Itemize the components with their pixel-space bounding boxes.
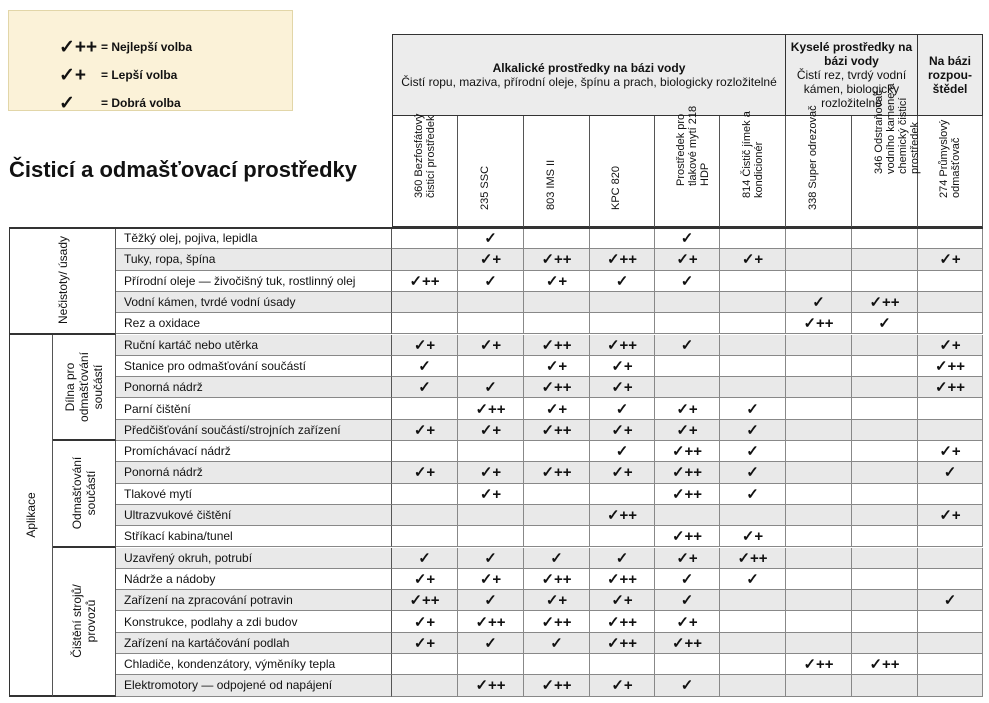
group-alkaline-subtitle: Čistí ropu, maziva, přírodní oleje, špínu a prach, biologicky rozložitelné (401, 75, 777, 89)
page-title: Čisticí a odmašťovací prostředky (9, 157, 358, 182)
rating-cell (852, 548, 918, 569)
product-header (590, 116, 655, 228)
rating-cell (590, 228, 655, 249)
rating-cell (590, 484, 655, 505)
row-label: Rez a oxidace (116, 313, 392, 334)
rating-cell: ✓+ (458, 569, 524, 590)
rating-cell: ✓++ (786, 313, 852, 334)
rating-cell (590, 313, 655, 334)
rating-cell: ✓+ (918, 335, 983, 356)
rating-cell: ✓+ (655, 420, 720, 441)
rating-cell (458, 356, 524, 377)
rating-cell (786, 462, 852, 483)
row-label: Zařízení na kartáčování podlah (116, 633, 392, 654)
rating-cell (392, 505, 458, 526)
section-label (9, 335, 53, 697)
rating-cell (918, 569, 983, 590)
rating-cell: ✓ (458, 590, 524, 611)
rating-cell (392, 484, 458, 505)
rating-cell (655, 377, 720, 398)
rating-cell (786, 548, 852, 569)
legend-best (59, 36, 192, 58)
legend-best-label: = Nejlepší volba (101, 40, 193, 54)
rating-cell: ✓ (590, 398, 655, 419)
row-label: Ultrazvukové čištění (116, 505, 392, 526)
rating-cell (720, 228, 786, 249)
rating-cell (655, 313, 720, 334)
table-top-rule (9, 227, 983, 229)
product-name: Prostředek pro tlakové mytí 218 HDP (675, 105, 711, 186)
legend-better (59, 64, 177, 86)
rating-cell (392, 398, 458, 419)
rating-cell: ✓+ (392, 611, 458, 632)
rating-cell: ✓++ (655, 462, 720, 483)
rating-cell: ✓+ (720, 526, 786, 547)
rating-cell (918, 548, 983, 569)
rating-cell (786, 526, 852, 547)
rating-cell (392, 654, 458, 675)
rating-cell: ✓++ (590, 633, 655, 654)
rating-cell (852, 398, 918, 419)
rating-cell: ✓++ (852, 292, 918, 313)
rating-cell (918, 398, 983, 419)
row-label: Předčišťování součástí/strojních zařízení (116, 420, 392, 441)
rating-cell: ✓+ (458, 335, 524, 356)
subsection-label-text: Dílna pro odmašťování součástí (63, 351, 105, 422)
rating-cell (392, 249, 458, 270)
rating-cell (786, 377, 852, 398)
rating-cell: ✓++ (655, 526, 720, 547)
row-label: Nádrže a nádoby (116, 569, 392, 590)
legend-good-label: = Dobrá volba (101, 96, 181, 110)
subsection-label (53, 441, 116, 548)
row-label: Elektromotory — odpojené od napájení (116, 675, 392, 696)
row-label: Ruční kartáč nebo utěrka (116, 335, 392, 356)
check-icon: ✓ (59, 92, 75, 114)
rating-cell (524, 228, 590, 249)
rating-cell (720, 377, 786, 398)
rating-cell: ✓++ (392, 271, 458, 292)
rating-cell (852, 484, 918, 505)
product-name: 814 Čistič jímek a kondicionér (740, 111, 765, 198)
rating-cell: ✓+ (524, 356, 590, 377)
rating-cell (786, 441, 852, 462)
rating-cell: ✓ (720, 462, 786, 483)
rating-cell (918, 228, 983, 249)
rating-cell: ✓ (458, 228, 524, 249)
rating-cell: ✓++ (655, 441, 720, 462)
rating-cell (392, 441, 458, 462)
rating-cell: ✓ (720, 569, 786, 590)
rating-cell: ✓ (655, 590, 720, 611)
check-plus-icon: ✓+ (59, 64, 87, 86)
rating-cell: ✓+ (590, 462, 655, 483)
rating-cell: ✓++ (524, 335, 590, 356)
rating-cell (918, 611, 983, 632)
subsection-label (53, 548, 116, 697)
product-name: KPC 820 (610, 165, 622, 210)
rating-cell (852, 611, 918, 632)
rating-cell (786, 356, 852, 377)
rating-cell (852, 441, 918, 462)
product-header (458, 116, 524, 228)
rating-cell (524, 313, 590, 334)
rating-cell (786, 675, 852, 696)
rating-cell: ✓ (655, 675, 720, 696)
row-label: Promíchávací nádrž (116, 441, 392, 462)
rating-cell: ✓++ (590, 335, 655, 356)
rating-cell: ✓+ (655, 548, 720, 569)
rating-cell (852, 335, 918, 356)
product-header (392, 113, 458, 228)
rating-cell: ✓++ (786, 654, 852, 675)
rating-cell (590, 292, 655, 313)
row-label: Tuky, ropa, špína (116, 249, 392, 270)
rating-cell: ✓++ (524, 462, 590, 483)
rating-cell (458, 313, 524, 334)
rating-cell: ✓++ (720, 548, 786, 569)
rating-cell (852, 633, 918, 654)
rating-cell: ✓+ (524, 271, 590, 292)
product-name: 235 SSC (478, 165, 491, 210)
rating-cell (852, 590, 918, 611)
rating-cell (786, 398, 852, 419)
rating-cell (392, 675, 458, 696)
rating-cell: ✓ (392, 548, 458, 569)
rating-cell: ✓ (852, 313, 918, 334)
rating-cell (524, 526, 590, 547)
rating-cell (786, 420, 852, 441)
product-header (786, 105, 852, 228)
rating-cell (852, 249, 918, 270)
product-header (524, 116, 590, 228)
rating-cell (720, 611, 786, 632)
rating-cell (458, 505, 524, 526)
rating-cell (590, 526, 655, 547)
rating-cell: ✓ (524, 548, 590, 569)
rating-cell: ✓+ (392, 569, 458, 590)
rating-cell: ✓++ (524, 420, 590, 441)
rating-cell (458, 292, 524, 313)
rating-cell: ✓+ (918, 505, 983, 526)
rating-cell (852, 420, 918, 441)
legend-better-label: = Lepší volba (101, 68, 178, 82)
rating-cell (918, 292, 983, 313)
rating-cell: ✓+ (590, 590, 655, 611)
rating-cell (392, 313, 458, 334)
rating-cell (918, 633, 983, 654)
rating-cell: ✓++ (458, 611, 524, 632)
rating-cell (524, 484, 590, 505)
section-label-text: Nečistoty/ úsady (55, 236, 70, 325)
rating-cell: ✓+ (590, 420, 655, 441)
rating-cell (392, 526, 458, 547)
row-label: Chladiče, kondenzátory, výměníky tepla (116, 654, 392, 675)
rating-cell: ✓+ (590, 356, 655, 377)
rating-cell: ✓+ (918, 441, 983, 462)
rating-cell: ✓ (720, 420, 786, 441)
rating-cell (655, 356, 720, 377)
rating-cell: ✓++ (590, 611, 655, 632)
rating-cell: ✓ (590, 271, 655, 292)
rating-cell: ✓+ (655, 398, 720, 419)
rating-cell (458, 526, 524, 547)
rating-cell: ✓ (655, 569, 720, 590)
rating-cell (918, 654, 983, 675)
rating-cell: ✓ (786, 292, 852, 313)
rating-cell: ✓ (392, 356, 458, 377)
rating-cell (720, 675, 786, 696)
rating-cell: ✓+ (392, 462, 458, 483)
subsection-label (53, 335, 116, 442)
subsection-label-text: Čištění strojů/ provozů (70, 584, 98, 658)
row-label: Stanice pro odmašťování součástí (116, 356, 392, 377)
rating-cell: ✓+ (524, 590, 590, 611)
rating-cell: ✓ (720, 484, 786, 505)
rating-cell: ✓ (720, 398, 786, 419)
product-header (852, 83, 921, 228)
row-label: Tlakové mytí (116, 484, 392, 505)
rating-cell: ✓++ (590, 569, 655, 590)
rating-cell (392, 292, 458, 313)
rating-cell: ✓+ (458, 420, 524, 441)
row-label: Ponorná nádrž (116, 377, 392, 398)
rating-cell (590, 654, 655, 675)
rating-cell: ✓+ (392, 335, 458, 356)
section-label-text: Aplikace (24, 491, 38, 538)
rating-cell: ✓ (590, 441, 655, 462)
rating-cell (720, 271, 786, 292)
row-label: Konstrukce, podlahy a zdi budov (116, 611, 392, 632)
rating-cell (918, 526, 983, 547)
rating-cell: ✓++ (918, 377, 983, 398)
rating-cell (786, 505, 852, 526)
rating-cell (655, 654, 720, 675)
rating-cell (786, 335, 852, 356)
rating-cell (918, 484, 983, 505)
rating-cell: ✓ (524, 633, 590, 654)
product-header (720, 111, 786, 228)
rating-cell (852, 377, 918, 398)
rating-cell: ✓++ (918, 356, 983, 377)
rating-cell (720, 633, 786, 654)
rating-cell (392, 228, 458, 249)
rating-cell: ✓ (655, 271, 720, 292)
row-label: Přírodní oleje — živočišný tuk, rostlinný olej (116, 271, 392, 292)
rating-cell: ✓++ (524, 611, 590, 632)
rating-cell: ✓++ (590, 505, 655, 526)
group-alkaline-title: Alkalické prostředky na bázi vody (492, 61, 686, 75)
rating-cell: ✓+ (918, 249, 983, 270)
check-double-plus-icon: ✓++ (59, 36, 98, 58)
rating-cell (786, 633, 852, 654)
rating-cell (852, 228, 918, 249)
rating-cell (786, 228, 852, 249)
rating-cell: ✓+ (655, 249, 720, 270)
rating-cell (918, 271, 983, 292)
rating-cell (524, 441, 590, 462)
rating-cell: ✓+ (458, 484, 524, 505)
rating-cell (918, 675, 983, 696)
product-name: 274 Průmyslový odmašťovač (938, 119, 962, 198)
rating-cell (720, 356, 786, 377)
product-name: 803 IMS II (544, 159, 557, 210)
product-name: 338 Super odrezovač (806, 105, 819, 210)
group-acid-title: Kyselé prostředky na bázi vody (790, 40, 913, 68)
row-label: Těžký olej, pojiva, lepidla (116, 228, 392, 249)
rating-cell: ✓ (655, 335, 720, 356)
rating-cell (720, 335, 786, 356)
rating-cell: ✓ (918, 462, 983, 483)
rating-cell (458, 654, 524, 675)
rating-cell (786, 590, 852, 611)
row-label: Vodní kámen, tvrdé vodní úsady (116, 292, 392, 313)
rating-cell: ✓+ (458, 249, 524, 270)
row-label: Uzavřený okruh, potrubí (116, 548, 392, 569)
row-label: Parní čištění (116, 398, 392, 419)
rating-cell: ✓ (458, 548, 524, 569)
group-solvent-title: Na bázi rozpou-štědel (928, 54, 972, 96)
group-alkaline (392, 34, 786, 116)
row-label: Stříkací kabina/tunel (116, 526, 392, 547)
rating-cell: ✓++ (524, 675, 590, 696)
rating-cell: ✓++ (524, 377, 590, 398)
rating-cell: ✓ (590, 548, 655, 569)
rating-cell: ✓++ (590, 249, 655, 270)
rating-cell (786, 249, 852, 270)
subsection-label-text: Odmašťování součástí (70, 456, 98, 530)
rating-cell (852, 505, 918, 526)
rating-cell: ✓++ (524, 249, 590, 270)
rating-cell (720, 313, 786, 334)
rating-cell: ✓ (655, 228, 720, 249)
rating-cell: ✓ (458, 633, 524, 654)
rating-cell (655, 505, 720, 526)
rating-cell: ✓+ (655, 611, 720, 632)
product-name: 346 Odstraňovač vodního kamene a chemický čisticí prostředek (872, 83, 921, 174)
rating-cell (655, 292, 720, 313)
product-name: 360 Bezfosfátový čisticí prostředek (413, 113, 437, 198)
rating-cell (852, 675, 918, 696)
rating-cell: ✓++ (852, 654, 918, 675)
rating-cell: ✓ (720, 441, 786, 462)
group-acid-subtitle: Čistí rez, tvrdý vodní kámen, biologicky rozložitelné (796, 68, 907, 110)
rating-cell: ✓+ (392, 633, 458, 654)
legend-good (59, 92, 181, 114)
rating-cell: ✓++ (458, 675, 524, 696)
rating-cell: ✓++ (458, 398, 524, 419)
rating-cell (786, 569, 852, 590)
rating-cell: ✓+ (720, 249, 786, 270)
product-header (655, 105, 720, 228)
rating-cell (852, 356, 918, 377)
rating-cell (852, 462, 918, 483)
rating-cell (852, 569, 918, 590)
row-label: Zařízení na zpracování potravin (116, 590, 392, 611)
rating-cell: ✓++ (392, 590, 458, 611)
rating-cell: ✓+ (524, 398, 590, 419)
rating-cell: ✓ (458, 271, 524, 292)
rating-cell (786, 484, 852, 505)
product-header (918, 116, 983, 228)
rating-cell (720, 505, 786, 526)
rating-cell: ✓+ (590, 675, 655, 696)
rating-cell (918, 420, 983, 441)
rating-cell: ✓ (392, 377, 458, 398)
rating-cell: ✓+ (590, 377, 655, 398)
rating-cell (852, 271, 918, 292)
row-label: Ponorná nádrž (116, 462, 392, 483)
legend-box (8, 10, 293, 114)
rating-cell: ✓++ (655, 633, 720, 654)
rating-cell: ✓+ (392, 420, 458, 441)
rating-cell (918, 313, 983, 334)
rating-cell (786, 271, 852, 292)
rating-cell (524, 505, 590, 526)
rating-cell (524, 654, 590, 675)
rating-cell (720, 292, 786, 313)
rating-cell: ✓++ (655, 484, 720, 505)
rating-cell: ✓ (918, 590, 983, 611)
rating-cell (458, 441, 524, 462)
rating-cell: ✓++ (524, 569, 590, 590)
rating-cell: ✓ (458, 377, 524, 398)
rating-cell (524, 292, 590, 313)
rating-cell (786, 611, 852, 632)
rating-cell (852, 526, 918, 547)
rating-cell (720, 590, 786, 611)
rating-cell: ✓+ (458, 462, 524, 483)
rating-cell (720, 654, 786, 675)
section-label (9, 228, 116, 335)
